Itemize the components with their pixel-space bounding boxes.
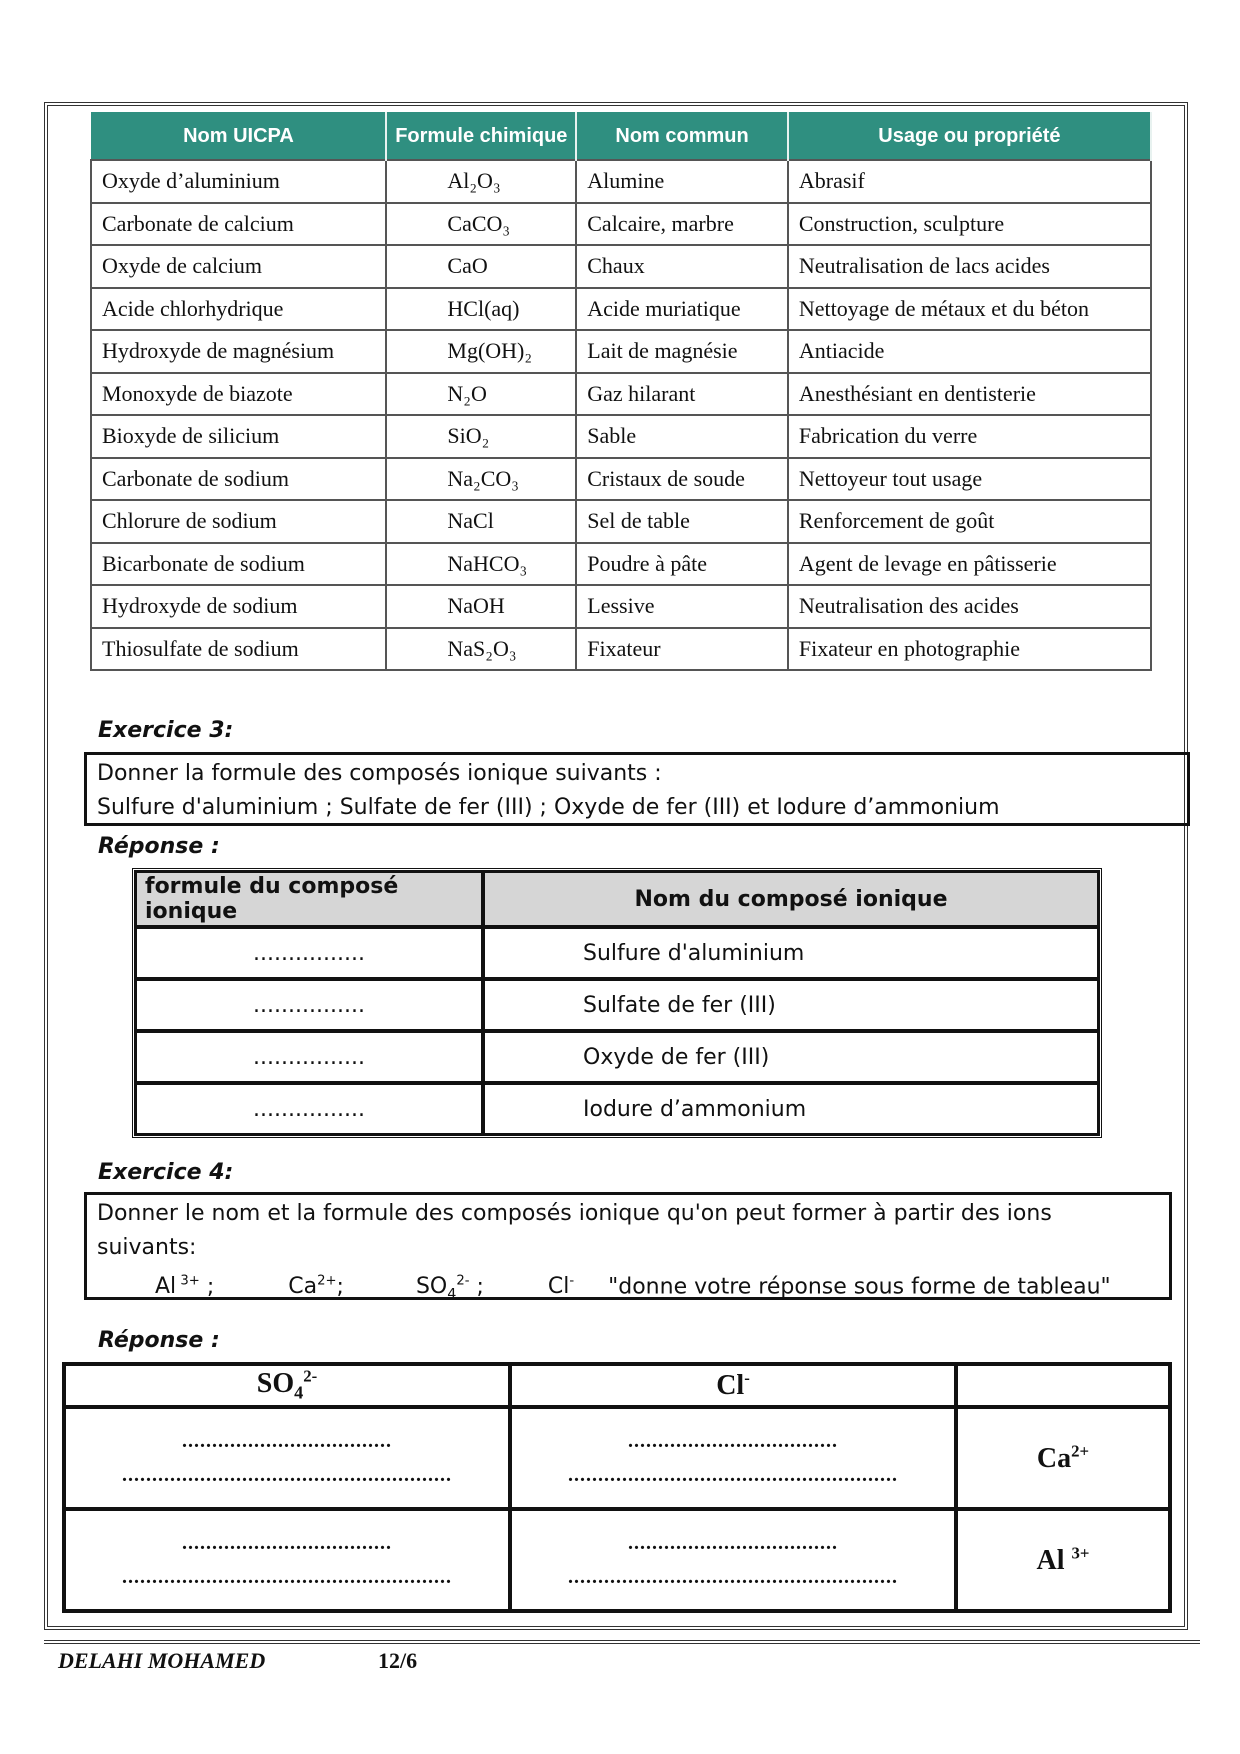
chem-formula: NaOH bbox=[386, 585, 576, 628]
chem-usage: Construction, sculpture bbox=[788, 203, 1151, 246]
answer-blank[interactable]: ................ bbox=[135, 979, 483, 1031]
chem-common-name: Fixateur bbox=[576, 628, 788, 671]
answer-cell[interactable]: ................................... ....................................................... bbox=[510, 1509, 956, 1611]
ion-al: Al $^{3+}$ bbox=[155, 1274, 200, 1300]
exercise-4-answer-table bbox=[62, 1362, 1172, 1613]
chem-common-name: Alumine bbox=[576, 160, 788, 203]
chem-header: Nom UICPA bbox=[91, 113, 386, 161]
footer-author: DELAHI MOHAMED bbox=[58, 1648, 266, 1673]
table-row bbox=[135, 871, 1099, 927]
chem-common-name: Lessive bbox=[576, 585, 788, 628]
chem-name: Bicarbonate de sodium bbox=[91, 543, 386, 586]
chem-formula: NaCl bbox=[386, 500, 576, 543]
chem-common-name: Chaux bbox=[576, 245, 788, 288]
exercise-3-statement bbox=[84, 752, 1190, 826]
chem-row bbox=[91, 628, 1151, 671]
exercise-3-answer-label: Réponse : bbox=[98, 834, 220, 859]
chem-row bbox=[91, 245, 1151, 288]
column-header-empty bbox=[956, 1364, 1170, 1407]
chem-row bbox=[91, 543, 1151, 586]
chem-formula: HCl(aq) bbox=[386, 288, 576, 331]
table-row bbox=[64, 1364, 1170, 1407]
compound-name: Sulfure d'aluminium bbox=[483, 927, 1099, 979]
chem-name: Bioxyde de silicium bbox=[91, 415, 386, 458]
chem-row bbox=[91, 415, 1151, 458]
exercise-3-answer-table bbox=[132, 868, 1102, 1138]
row-header-ca: $Ca^{2+}$ bbox=[956, 1407, 1170, 1509]
chem-usage: Neutralisation de lacs acides bbox=[788, 245, 1151, 288]
answer-blank[interactable]: ................ bbox=[135, 927, 483, 979]
chem-formula: SiO₂ bbox=[386, 415, 576, 458]
chem-header-row bbox=[91, 113, 1151, 161]
chem-name: Hydroxyde de magnésium bbox=[91, 330, 386, 373]
chem-row bbox=[91, 330, 1151, 373]
chem-formula: NaHCO₃ bbox=[386, 543, 576, 586]
ions-list: Al $^{3+}$ ; $Ca^{2+}$; $SO_4^{2-}$ ; Cl- "donne votre réponse sous forme de tableau" bbox=[155, 1274, 1111, 1303]
chem-row bbox=[91, 160, 1151, 203]
chem-usage: Nettoyage de métaux et du béton bbox=[788, 288, 1151, 331]
table-row bbox=[64, 1509, 1170, 1611]
compound-name: Iodure d’ammonium bbox=[483, 1083, 1099, 1135]
compound-name: Sulfate de fer (III) bbox=[483, 979, 1099, 1031]
table-row bbox=[135, 927, 1099, 979]
chem-usage: Fabrication du verre bbox=[788, 415, 1151, 458]
chem-common-name: Cristaux de soude bbox=[576, 458, 788, 501]
chem-common-name: Lait de magnésie bbox=[576, 330, 788, 373]
exercise-4-answer-label: Réponse : bbox=[98, 1328, 220, 1353]
footer-page: 12/6 bbox=[378, 1648, 418, 1673]
table-row bbox=[135, 979, 1099, 1031]
column-header: formule du composé ionique bbox=[135, 871, 483, 927]
chem-name: Acide chlorhydrique bbox=[91, 288, 386, 331]
exercise-4-line: Donner le nom et la formule des composés ionique qu'on peut former à partir des ions bbox=[97, 1201, 1052, 1226]
chem-common-name: Acide muriatique bbox=[576, 288, 788, 331]
chem-common-name: Sable bbox=[576, 415, 788, 458]
column-header-cl: Cl- bbox=[510, 1364, 956, 1407]
answer-cell[interactable]: ................................... ....................................................... bbox=[64, 1509, 510, 1611]
chem-name: Oxyde d’aluminium bbox=[91, 160, 386, 203]
row-header-al: Al $^{3+}$ bbox=[956, 1509, 1170, 1611]
chem-header: Formule chimique bbox=[386, 113, 576, 161]
exercise-4-title: Exercice 4: bbox=[98, 1160, 234, 1185]
chem-name: Oxyde de calcium bbox=[91, 245, 386, 288]
table-row bbox=[64, 1407, 1170, 1509]
ion-cl: Cl- bbox=[547, 1274, 575, 1300]
chem-formula: Mg(OH)₂ bbox=[386, 330, 576, 373]
answer-cell[interactable]: ................................... ....................................................... bbox=[510, 1407, 956, 1509]
chem-row bbox=[91, 500, 1151, 543]
chem-formula: N₂O bbox=[386, 373, 576, 416]
table-row bbox=[135, 1083, 1099, 1135]
footer-divider bbox=[44, 1640, 1200, 1644]
chem-name: Chlorure de sodium bbox=[91, 500, 386, 543]
chemical-table bbox=[90, 112, 1152, 671]
answer-blank[interactable]: ................ bbox=[135, 1083, 483, 1135]
exercise-3-title: Exercice 3: bbox=[98, 718, 234, 743]
chem-common-name: Poudre à pâte bbox=[576, 543, 788, 586]
chem-formula: CaCO₃ bbox=[386, 203, 576, 246]
chem-header: Usage ou propriété bbox=[788, 113, 1151, 161]
exercise-3-line: Sulfure d'aluminium ; Sulfate de fer (III) ; Oxyde de fer (III) et Iodure d’ammonium bbox=[97, 795, 1000, 820]
chem-common-name: Calcaire, marbre bbox=[576, 203, 788, 246]
chem-common-name: Gaz hilarant bbox=[576, 373, 788, 416]
chem-name: Monoxyde de biazote bbox=[91, 373, 386, 416]
chem-header: Nom commun bbox=[576, 113, 788, 161]
ion-so4: $SO_4^{2-}$ bbox=[415, 1274, 470, 1303]
chem-formula: CaO bbox=[386, 245, 576, 288]
chem-name: Hydroxyde de sodium bbox=[91, 585, 386, 628]
chem-usage: Abrasif bbox=[788, 160, 1151, 203]
column-header-so4: $SO_4^{2-}$ bbox=[64, 1364, 510, 1407]
answer-cell[interactable]: ................................... ....................................................... bbox=[64, 1407, 510, 1509]
exercise-4-line: suivants: bbox=[97, 1235, 197, 1260]
chem-common-name: Sel de table bbox=[576, 500, 788, 543]
chem-row bbox=[91, 373, 1151, 416]
chem-usage: Antiacide bbox=[788, 330, 1151, 373]
chem-usage: Anesthésiant en dentisterie bbox=[788, 373, 1151, 416]
chem-row bbox=[91, 585, 1151, 628]
chem-usage: Neutralisation des acides bbox=[788, 585, 1151, 628]
ion-ca: $Ca^{2+}$ bbox=[288, 1274, 337, 1300]
answer-blank[interactable]: ................ bbox=[135, 1031, 483, 1083]
chem-name: Thiosulfate de sodium bbox=[91, 628, 386, 671]
chem-name: Carbonate de calcium bbox=[91, 203, 386, 246]
exercise-4-statement bbox=[84, 1192, 1172, 1303]
chem-usage: Renforcement de goût bbox=[788, 500, 1151, 543]
exercise-3-line: Donner la formule des composés ionique suivants : bbox=[97, 761, 662, 786]
table-row bbox=[135, 1031, 1099, 1083]
chem-formula: Al₂O₃ bbox=[386, 160, 576, 203]
chem-usage: Nettoyeur tout usage bbox=[788, 458, 1151, 501]
chem-formula: NaS₂O₃ bbox=[386, 628, 576, 671]
chem-formula: Na₂CO₃ bbox=[386, 458, 576, 501]
chem-row bbox=[91, 203, 1151, 246]
chem-row bbox=[91, 288, 1151, 331]
instruction: "donne votre réponse sous forme de tableau" bbox=[608, 1274, 1111, 1300]
chem-usage: Fixateur en photographie bbox=[788, 628, 1151, 671]
chem-name: Carbonate de sodium bbox=[91, 458, 386, 501]
compound-name: Oxyde de fer (III) bbox=[483, 1031, 1099, 1083]
chem-usage: Agent de levage en pâtisserie bbox=[788, 543, 1151, 586]
column-header: Nom du composé ionique bbox=[483, 871, 1099, 927]
chem-row bbox=[91, 458, 1151, 501]
